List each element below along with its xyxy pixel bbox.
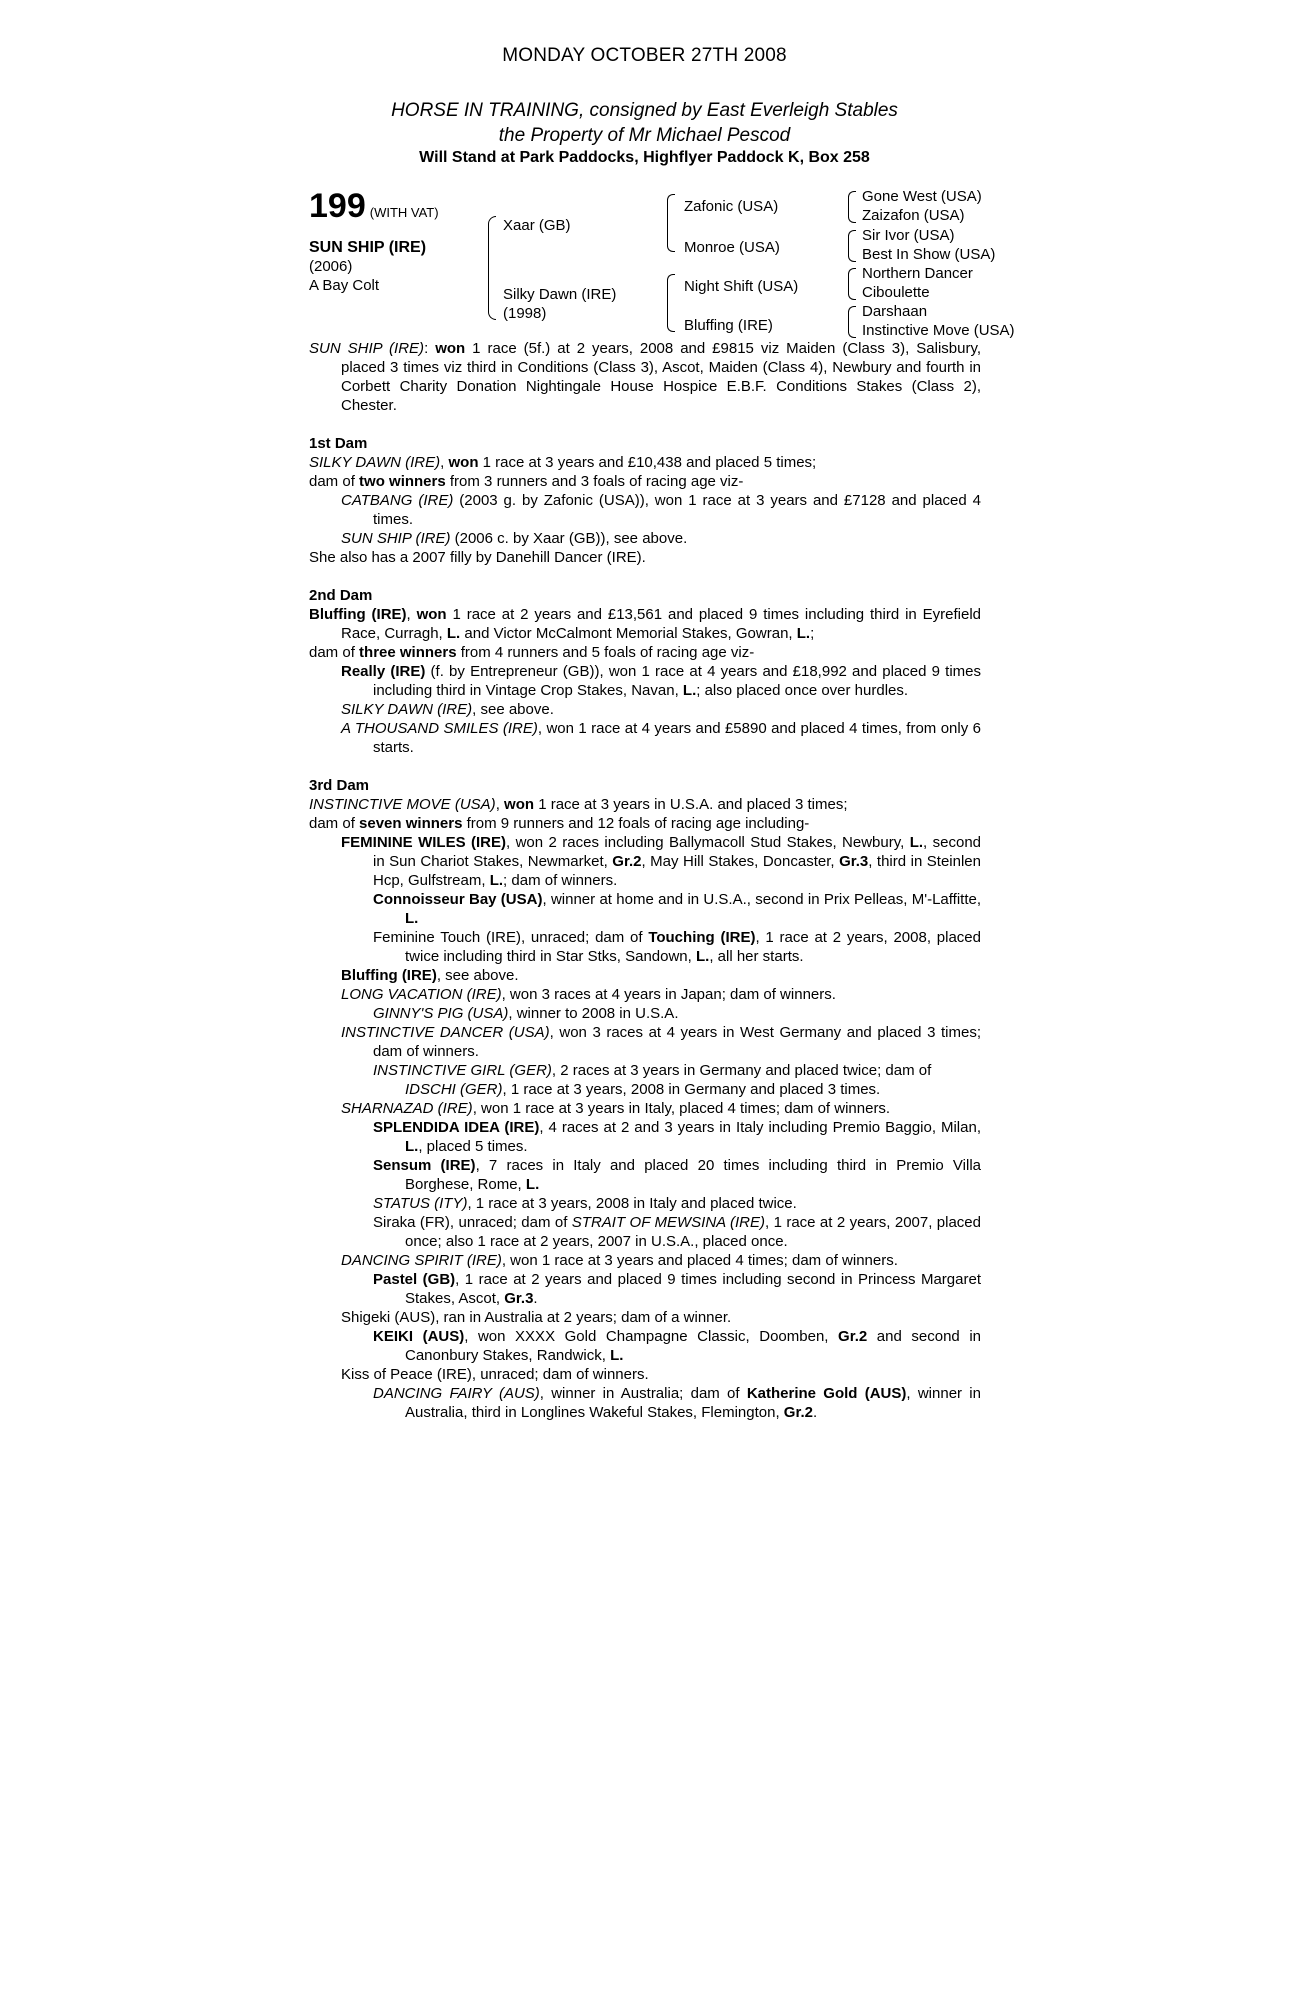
bold-text: won <box>504 796 535 813</box>
text-run: dam of <box>309 644 360 661</box>
bold-text: three winners <box>359 644 457 661</box>
pedigree-sire-dam: Monroe (USA) <box>684 239 780 256</box>
third-dam-lines <box>309 795 981 833</box>
pedigree-sire-sire: Zafonic (USA) <box>684 198 779 215</box>
italic-text: CATBANG (IRE) <box>341 492 454 509</box>
text-run: , <box>495 796 505 813</box>
second-dam-lines <box>309 605 981 643</box>
text-run: ; also placed once over hurdles. <box>696 682 909 699</box>
bold-text: Sensum (IRE) <box>373 1157 476 1174</box>
pedigree-ggp-5: Northern Dancer <box>862 265 973 282</box>
progeny-entry <box>309 1270 981 1308</box>
bold-text: Pastel (GB) <box>373 1271 456 1288</box>
italic-text: DANCING SPIRIT (IRE) <box>341 1252 502 1269</box>
pedigree-sire: Xaar (GB) <box>503 217 571 234</box>
italic-text: LONG VACATION (IRE) <box>341 986 502 1003</box>
pedigree-ggp-8: Instinctive Move (USA) <box>862 322 1015 339</box>
progeny-entry <box>309 1023 981 1061</box>
text-run: , won 1 race at 3 years in Italy, placed 4 times; dam of winners. <box>472 1100 891 1117</box>
text-run: , winner in Australia, third in Longlines Wakeful Stakes, Flemington, <box>405 1385 981 1421</box>
italic-text: SILKY DAWN (IRE) <box>341 701 473 718</box>
text-run: , <box>406 606 417 623</box>
progeny-entry <box>309 1384 981 1422</box>
pedigree-brace-gen1 <box>488 216 496 320</box>
italic-text: DANCING FAIRY (AUS) <box>373 1385 540 1402</box>
text-run: 1 race at 3 years in U.S.A. and placed 3 times; <box>534 796 848 813</box>
pedigree-ggp-2: Zaizafon (USA) <box>862 207 965 224</box>
bold-text: L. <box>525 1176 540 1193</box>
pedigree-dam-dam: Bluffing (IRE) <box>684 317 773 334</box>
pedigree-ggp-1: Gone West (USA) <box>862 188 982 205</box>
pedigree-dam-sire: Night Shift (USA) <box>684 278 799 295</box>
pedigree-entry <box>309 814 981 833</box>
text-run: , 1 race at 2 years, 2007, placed once; also 1 race at 2 years, 2007 in U.S.A., placed once. <box>405 1214 981 1250</box>
location-line: Will Stand at Park Paddocks, Highflyer Paddock K, Box 258 <box>419 149 870 166</box>
bold-text: L. <box>695 948 710 965</box>
second-dam-heading: 2nd Dam <box>309 587 373 604</box>
text-run: (2003 g. by Zafonic (USA)), won 1 race at 3 years and £7128 and placed 4 times. <box>373 492 981 528</box>
italic-text: STATUS (ITY) <box>373 1195 468 1212</box>
italic-text: INSTINCTIVE MOVE (USA) <box>309 796 496 813</box>
bold-text: FEMININE WILES (IRE) <box>341 834 507 851</box>
text-run: , see above. <box>472 701 554 718</box>
pedigree-dam-year: (1998) <box>503 305 547 322</box>
text-run: 1 race at 3 years and £10,438 and placed 5 times; <box>478 454 817 471</box>
text-run: , winner to 2008 in U.S.A. <box>508 1005 679 1022</box>
bold-text: Bluffing (IRE) <box>309 606 407 623</box>
text-run: and Victor McCalmont Memorial Stakes, Gowran, <box>460 625 797 642</box>
first-dam-heading: 1st Dam <box>309 435 368 452</box>
pedigree-entry <box>309 472 981 491</box>
progeny-entry <box>309 1118 981 1156</box>
text-run: , won 1 race at 4 years and £5890 and placed 4 times, from only 6 starts. <box>373 720 981 756</box>
progeny-entry <box>309 1194 981 1213</box>
text-run: , won 2 races including Ballymacoll Stud Stakes, Newbury, <box>506 834 910 851</box>
bold-text: Gr.2 <box>783 1404 813 1421</box>
pedigree-brace-ggp-2 <box>848 230 856 262</box>
text-run: , see above. <box>436 967 519 984</box>
text-run: ; <box>810 625 815 642</box>
bold-text: Touching (IRE) <box>648 929 756 946</box>
italic-text: IDSCHI (GER) <box>405 1081 503 1098</box>
first-dam-footer <box>309 548 981 567</box>
consignment-header <box>0 98 1289 168</box>
text-run: , winner in Australia; dam of <box>539 1385 747 1402</box>
bold-text: L. <box>405 1138 419 1155</box>
bold-text: SPLENDIDA IDEA (IRE) <box>373 1119 540 1136</box>
pedigree-entry <box>309 700 981 719</box>
progeny-entry <box>309 1099 981 1118</box>
italic-text: GINNY'S PIG (USA) <box>373 1005 509 1022</box>
progeny-entry <box>309 890 981 928</box>
pedigree-brace-ggp-1 <box>848 191 856 223</box>
first-dam-progeny <box>309 491 981 548</box>
owner-line: the Property of Mr Michael Pescod <box>498 125 791 146</box>
text-run: (f. by Entrepreneur (GB)), won 1 race at 4 years and £18,992 and placed 9 times including third in Vintage Crop Stakes, Navan, <box>373 663 981 699</box>
italic-text: INSTINCTIVE GIRL (GER) <box>373 1062 552 1079</box>
progeny-entry <box>309 985 981 1004</box>
bold-text: L. <box>796 625 811 642</box>
pedigree-dam: Silky Dawn (IRE) <box>503 286 617 303</box>
lot-number: 199 <box>309 187 366 225</box>
italic-text: SUN SHIP (IRE) <box>341 530 451 547</box>
text-run: Feminine Touch (IRE), unraced; dam of <box>373 929 649 946</box>
progeny-entry <box>309 1156 981 1194</box>
progeny-entry <box>309 833 981 890</box>
progeny-entry <box>309 1004 981 1023</box>
third-dam-progeny <box>309 833 981 1422</box>
pedigree-entry <box>309 662 981 700</box>
italic-text: SHARNAZAD (IRE) <box>341 1100 473 1117</box>
pedigree-ggp-3: Sir Ivor (USA) <box>862 227 955 244</box>
pedigree-brace-ggp-4 <box>848 306 856 338</box>
consignor-line: HORSE IN TRAINING, consigned by East Everleigh Stables <box>391 100 898 121</box>
bold-text: L. <box>610 1347 624 1364</box>
text-run: . <box>533 1290 538 1307</box>
bold-text: seven winners <box>359 815 463 832</box>
bold-text: won <box>435 340 466 357</box>
first-dam-lines <box>309 453 981 491</box>
bold-text: Gr.2 <box>838 1328 868 1345</box>
text-run: . <box>812 1404 818 1421</box>
lot-info <box>309 186 469 295</box>
pedigree-entry <box>309 643 981 662</box>
third-dam-heading: 3rd Dam <box>309 777 370 794</box>
text-run: , 1 race at 3 years, 2008 in Italy and placed twice. <box>467 1195 797 1212</box>
text-run: ; dam of winners. <box>503 872 618 889</box>
bold-text: KEIKI (AUS) <box>373 1328 465 1345</box>
bold-text: won <box>416 606 447 623</box>
text-run: , all her starts. <box>709 948 804 965</box>
bold-text: Katherine Gold (AUS) <box>746 1385 907 1402</box>
progeny-entry <box>309 928 981 966</box>
text-run: , won 1 race at 3 years and placed 4 times; dam of winners. <box>501 1252 898 1269</box>
text-run: from 4 runners and 5 foals of racing age viz- <box>456 644 755 661</box>
bold-text: Connoisseur Bay (USA) <box>373 891 543 908</box>
text-run: , 2 races at 3 years in Germany and placed twice; dam of <box>551 1062 932 1079</box>
text-run: , 1 race at 2 years and placed 9 times including second in Princess Margaret Stakes, Ascot, <box>405 1271 981 1307</box>
bold-text: L. <box>489 872 504 889</box>
text-run: dam of <box>309 815 360 832</box>
bold-text: Bluffing (IRE) <box>341 967 437 984</box>
pedigree-entry <box>309 605 981 643</box>
text-run: , 7 races in Italy and placed 20 times including third in Premio Villa Borghese, Rome, <box>405 1157 982 1193</box>
bold-text: Gr.2 <box>612 853 642 870</box>
italic-text: STRAIT OF MEWSINA (IRE) <box>571 1214 766 1231</box>
text-run: from 9 runners and 12 foals of racing age including- <box>462 815 810 832</box>
bold-text: L. <box>405 910 419 927</box>
text-run: , May Hill Stakes, Doncaster, <box>641 853 840 870</box>
text-run: dam of <box>309 473 360 490</box>
pedigree-ggp-4: Best In Show (USA) <box>862 246 996 263</box>
progeny-entry <box>309 1213 981 1251</box>
text-run: Shigeki (AUS), ran in Australia at 2 years; dam of a winner. <box>341 1309 732 1326</box>
bold-text: won <box>448 454 479 471</box>
text-run: , <box>440 454 449 471</box>
vat-note: (WITH VAT) <box>369 205 439 220</box>
text-run: (2006 c. by Xaar (GB)), see above. <box>450 530 688 547</box>
bold-text: Gr.3 <box>504 1290 534 1307</box>
text-run: 1 race at 2 years and £13,561 and placed 9 times including third in Eyrefield Race, Curragh, <box>341 606 981 642</box>
text-run: , won XXXX Gold Champagne Classic, Doomben, <box>464 1328 839 1345</box>
text-run: and second in Canonbury Stakes, Randwick, <box>405 1328 981 1364</box>
text-run: : <box>424 340 436 357</box>
page-date: MONDAY OCTOBER 27TH 2008 <box>502 45 787 66</box>
pedigree-entry <box>309 529 981 548</box>
text-run: , 1 race at 2 years, 2008, placed twice including third in Star Stks, Sandown, <box>405 929 981 965</box>
text-run: Kiss of Peace (IRE), unraced; dam of winners. <box>341 1366 649 1383</box>
second-dam-progeny <box>309 662 981 757</box>
progeny-entry <box>309 1061 981 1080</box>
bold-text: Gr.3 <box>839 853 869 870</box>
text-run: She also has a 2007 filly by Danehill Dancer (IRE). <box>309 549 646 566</box>
pedigree-brace-sire-line <box>667 194 675 252</box>
horse-description: A Bay Colt <box>309 277 380 294</box>
pedigree-ggp-7: Darshaan <box>862 303 928 320</box>
progeny-entry <box>309 1251 981 1270</box>
foaling-year: (2006) <box>309 258 353 275</box>
text-run: , won 3 races at 4 years in Japan; dam of winners. <box>501 986 836 1003</box>
pedigree-entry <box>309 548 981 567</box>
text-run: , 4 races at 2 and 3 years in Italy including Premio Baggio, Milan, <box>539 1119 981 1136</box>
progeny-entry <box>309 1080 981 1099</box>
pedigree-entry <box>309 491 981 529</box>
pedigree-ggp-6: Ciboulette <box>862 284 930 301</box>
horse-name: SUN SHIP (IRE) <box>309 239 427 256</box>
italic-text: A THOUSAND SMILES (IRE) <box>341 720 538 737</box>
bold-text: L. <box>446 625 461 642</box>
text-run: , won 3 races at 4 years in West Germany and placed 3 times; dam of winners. <box>373 1024 981 1060</box>
pedigree-brace-ggp-3 <box>848 268 856 300</box>
text-run: Siraka (FR), unraced; dam of <box>373 1214 572 1231</box>
text-run: from 3 runners and 3 foals of racing age viz- <box>445 473 744 490</box>
text-run: 1 race (5f.) at 2 years, 2008 and £9815 viz Maiden (Class 3), Salisbury, placed 3 times viz third in Conditions (Class 3), Ascot, Maiden (Class 4), Newbury and fourth in Corbett Charity Donation Nightingale House Hospice E.B.F. Conditions Stakes (Class 2), Chester. <box>341 340 982 414</box>
bold-text: two winners <box>359 473 446 490</box>
text-run: , second in Sun Chariot Stakes, Newmarket, <box>373 834 982 870</box>
text-run: , third in Steinlen Hcp, Gulfstream, <box>373 853 981 889</box>
bold-text: L. <box>682 682 697 699</box>
second-dam-dam-of <box>309 643 981 662</box>
italic-text: SILKY DAWN (IRE) <box>309 454 441 471</box>
italic-text: SUN SHIP (IRE) <box>309 340 425 357</box>
progeny-entry <box>309 966 981 985</box>
text-run: , placed 5 times. <box>418 1138 528 1155</box>
pedigree-entry <box>309 795 981 814</box>
pedigree-brace-dam-line <box>667 274 675 332</box>
progeny-entry <box>309 1308 981 1327</box>
text-run: , 1 race at 3 years, 2008 in Germany and placed 3 times. <box>502 1081 881 1098</box>
progeny-entry <box>309 1365 981 1384</box>
race-record <box>309 339 981 415</box>
catalogue-text <box>309 339 981 1422</box>
pedigree-entry <box>309 453 981 472</box>
progeny-entry <box>309 1327 981 1365</box>
bold-text: L. <box>909 834 924 851</box>
italic-text: INSTINCTIVE DANCER (USA) <box>341 1024 550 1041</box>
pedigree-entry <box>309 719 981 757</box>
bold-text: Really (IRE) <box>341 663 426 680</box>
text-run: , winner at home and in U.S.A., second in Prix Pelleas, M'-Laffitte, <box>542 891 981 908</box>
